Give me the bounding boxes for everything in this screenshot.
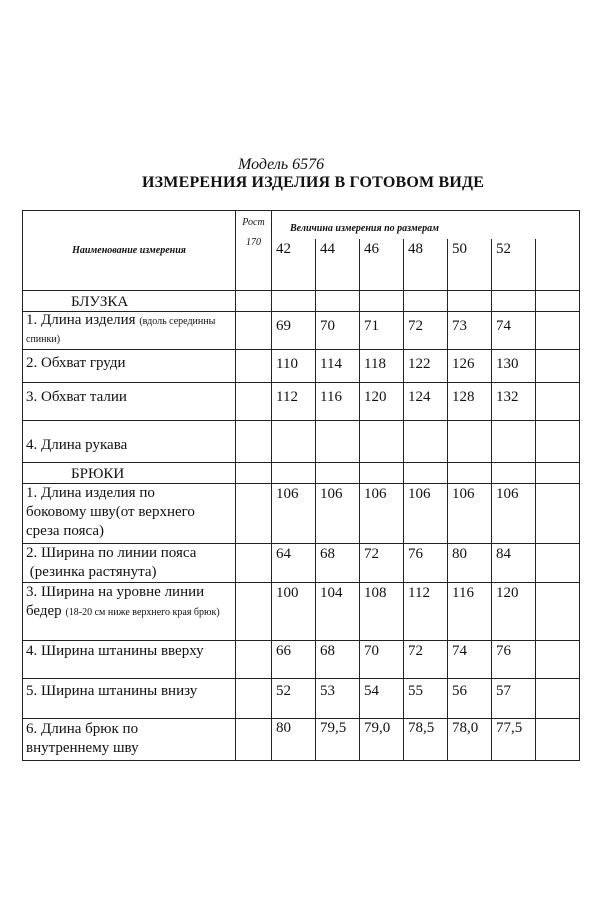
measurement-value: 71 bbox=[360, 312, 404, 350]
section-title: БРЮКИ bbox=[23, 463, 236, 484]
measurement-value: 74 bbox=[448, 641, 492, 679]
measurement-value: 130 bbox=[492, 350, 536, 383]
measurement-value: 55 bbox=[404, 679, 448, 719]
section-row-trousers bbox=[23, 463, 580, 484]
measurement-value: 53 bbox=[316, 679, 360, 719]
size-label: 50 bbox=[448, 239, 492, 291]
measurement-value: 77,5 bbox=[492, 719, 536, 761]
measurement-label: 2. Ширина по линии пояса (резинка растянута) bbox=[23, 544, 236, 583]
size-label: 52 bbox=[492, 239, 536, 291]
measurement-label: 1. Длина изделия (вдоль серединны спинки) bbox=[23, 312, 236, 350]
measurement-label: 3. Ширина на уровне линии бедер (18-20 см ниже верхнего края брюк) bbox=[23, 583, 236, 641]
measurement-value: 76 bbox=[492, 641, 536, 679]
measurement-value: 57 bbox=[492, 679, 536, 719]
measurement-value: 108 bbox=[360, 583, 404, 641]
measurement-value: 72 bbox=[404, 312, 448, 350]
measurement-value: 52 bbox=[272, 679, 316, 719]
measurement-value: 116 bbox=[448, 583, 492, 641]
table-row bbox=[23, 679, 580, 719]
section-title: БЛУЗКА bbox=[23, 291, 236, 312]
measurement-value: 76 bbox=[404, 544, 448, 583]
table-row bbox=[23, 641, 580, 679]
document-title: ИЗМЕРЕНИЯ ИЗДЕЛИЯ В ГОТОВОМ ВИДЕ bbox=[142, 174, 485, 191]
measurement-value: 112 bbox=[272, 383, 316, 421]
measurement-value: 104 bbox=[316, 583, 360, 641]
measurement-value: 79,5 bbox=[316, 719, 360, 761]
measurement-value: 128 bbox=[448, 383, 492, 421]
measurement-value: 106 bbox=[360, 484, 404, 544]
measurement-value: 120 bbox=[492, 583, 536, 641]
size-label-empty bbox=[536, 239, 580, 291]
measurement-value: 73 bbox=[448, 312, 492, 350]
measurement-value: 74 bbox=[492, 312, 536, 350]
measurement-value: 100 bbox=[272, 583, 316, 641]
size-label: 46 bbox=[360, 239, 404, 291]
table-row bbox=[23, 350, 580, 383]
table-row bbox=[23, 719, 580, 761]
table-row bbox=[23, 312, 580, 350]
measurement-value: 124 bbox=[404, 383, 448, 421]
table-row bbox=[23, 484, 580, 544]
size-label: 48 bbox=[404, 239, 448, 291]
measurement-value: 132 bbox=[492, 383, 536, 421]
measurement-value: 79,0 bbox=[360, 719, 404, 761]
measurement-value: 118 bbox=[360, 350, 404, 383]
measurement-value: 70 bbox=[316, 312, 360, 350]
measurement-label: 4. Ширина штанины вверху bbox=[23, 641, 236, 679]
measurement-label: 2. Обхват груди bbox=[23, 350, 236, 383]
column-header-name: Наименование измерения bbox=[23, 211, 236, 291]
column-header-sizes: Величина измерения по размерам bbox=[272, 211, 580, 239]
measurement-value: 122 bbox=[404, 350, 448, 383]
measurement-value: 70 bbox=[360, 641, 404, 679]
measurement-label: 5. Ширина штанины внизу bbox=[23, 679, 236, 719]
measurement-value: 66 bbox=[272, 641, 316, 679]
measurement-value: 106 bbox=[316, 484, 360, 544]
rost-value: 170 bbox=[246, 237, 261, 248]
measurement-value: 126 bbox=[448, 350, 492, 383]
table-row bbox=[23, 583, 580, 641]
section-row-blouse bbox=[23, 291, 580, 312]
measurement-value: 68 bbox=[316, 641, 360, 679]
measurement-label: 3. Обхват талии bbox=[23, 383, 236, 421]
size-label: 44 bbox=[316, 239, 360, 291]
measurement-value: 106 bbox=[404, 484, 448, 544]
table-header-row bbox=[23, 211, 580, 239]
measurement-value: 112 bbox=[404, 583, 448, 641]
measurement-value: 116 bbox=[316, 383, 360, 421]
measurement-value: 78,5 bbox=[404, 719, 448, 761]
measurement-value: 72 bbox=[360, 544, 404, 583]
measurement-value: 54 bbox=[360, 679, 404, 719]
rost-label: Рост bbox=[242, 217, 265, 228]
measurement-value: 114 bbox=[316, 350, 360, 383]
measurement-value: 72 bbox=[404, 641, 448, 679]
measurement-value: 84 bbox=[492, 544, 536, 583]
measurement-value: 68 bbox=[316, 544, 360, 583]
measurement-label: 4. Длина рукава bbox=[23, 421, 236, 463]
measurement-value: 110 bbox=[272, 350, 316, 383]
model-number: Модель 6576 bbox=[238, 156, 325, 173]
measurement-value: 80 bbox=[448, 544, 492, 583]
measurement-value: 69 bbox=[272, 312, 316, 350]
measurement-value: 120 bbox=[360, 383, 404, 421]
column-header-rost bbox=[236, 211, 272, 291]
measurement-label: 6. Длина брюк по внутреннему шву bbox=[23, 719, 236, 761]
measurement-value: 106 bbox=[492, 484, 536, 544]
measurements-table bbox=[22, 210, 580, 761]
measurement-value: 64 bbox=[272, 544, 316, 583]
measurement-value: 80 bbox=[272, 719, 316, 761]
measurement-value: 106 bbox=[448, 484, 492, 544]
measurement-label: 1. Длина изделия по боковому шву(от верхнего среза пояса) bbox=[23, 484, 236, 544]
measurement-value: 78,0 bbox=[448, 719, 492, 761]
table-row bbox=[23, 383, 580, 421]
table-row bbox=[23, 421, 580, 463]
size-label: 42 bbox=[272, 239, 316, 291]
measurement-value: 56 bbox=[448, 679, 492, 719]
measurement-value: 106 bbox=[272, 484, 316, 544]
table-row bbox=[23, 544, 580, 583]
